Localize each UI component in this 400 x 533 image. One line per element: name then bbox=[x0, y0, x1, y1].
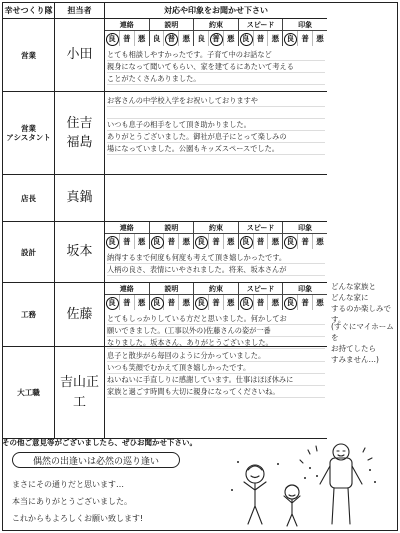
staff-name: 小田 bbox=[55, 19, 105, 91]
rating-option[interactable]: 普 bbox=[297, 295, 312, 310]
rating-category: 約束 bbox=[193, 222, 238, 233]
rating-option[interactable]: 良 bbox=[193, 295, 208, 310]
rating-grid bbox=[105, 222, 327, 250]
family-drawing bbox=[220, 440, 390, 528]
rating-category: 説明 bbox=[149, 222, 194, 233]
rating-option[interactable]: 悪 bbox=[134, 234, 149, 249]
rating-option[interactable]: 良 bbox=[238, 295, 253, 310]
rating-category: 連絡 bbox=[119, 285, 134, 293]
dept-cell: 店長 bbox=[3, 175, 55, 221]
rating-option[interactable]: 悪 bbox=[223, 234, 238, 249]
rating-option[interactable]: 良 bbox=[193, 31, 208, 46]
rating-option[interactable]: 普 bbox=[163, 31, 178, 46]
feedback-comment: 息子と散歩がら毎回のように分かっていました。 いつも笑顔でむかえて頂き嬉しかったです。 ねいねいに手直しりに感謝しています。仕事はほぼ休みに 家族と過ごす時間も大切に親身になってくださいね。 bbox=[107, 350, 325, 398]
rating-option[interactable]: 普 bbox=[297, 31, 312, 46]
table-row bbox=[3, 222, 327, 283]
table-row bbox=[3, 19, 327, 92]
feedback-comment: とてもしっかりしている方だと思いました。何かしてお 願いできました。(工事以外の)佐藤さんの姿が一番 なりました。坂本さん、ありがとうございました。 bbox=[107, 313, 325, 349]
rating-option[interactable]: 悪 bbox=[178, 234, 193, 249]
rating-category: 印象 bbox=[282, 19, 327, 30]
rating-option[interactable]: 良 bbox=[282, 234, 297, 249]
rating-category: 印象 bbox=[282, 222, 327, 233]
rating-option[interactable]: 悪 bbox=[223, 31, 238, 46]
dept-cell: 大工職 bbox=[3, 347, 55, 438]
rating-category: 説明 bbox=[149, 19, 194, 30]
rating-category: スピード bbox=[238, 19, 283, 30]
rating-option[interactable]: 悪 bbox=[134, 295, 149, 310]
rating-category: 約束 bbox=[193, 283, 238, 294]
rating-option[interactable]: 良 bbox=[238, 234, 253, 249]
rating-option[interactable]: 普 bbox=[208, 295, 223, 310]
rating-category: 連絡 bbox=[119, 21, 134, 29]
rating-option[interactable]: 良 bbox=[105, 234, 119, 249]
rating-option[interactable]: 悪 bbox=[178, 295, 193, 310]
rating-option[interactable]: 悪 bbox=[267, 295, 282, 310]
rating-category: スピード bbox=[238, 283, 283, 294]
header-feedback: 対応や印象をお聞かせ下さい bbox=[105, 3, 327, 19]
rating-option[interactable]: 普 bbox=[208, 31, 223, 46]
rating-option[interactable]: 普 bbox=[208, 234, 223, 249]
staff-name: 真鍋 bbox=[55, 175, 105, 221]
dept-cell: 設計 bbox=[3, 222, 55, 282]
footer-label: その他ご意見等がございましたら、ぜひお聞かせ下さい。 bbox=[2, 438, 197, 447]
rating-option[interactable]: 良 bbox=[149, 31, 164, 46]
side-note-construction: (すぐにマイホームを お持てしたら すみません…) bbox=[331, 322, 394, 364]
rating-option[interactable]: 悪 bbox=[178, 31, 193, 46]
feedback-comment: 納得するまで何度も何度も考えて頂き嬉しかったです。 人柄の良さ、表情にいやされました。将来、坂本さんが bbox=[107, 252, 325, 276]
rating-option[interactable]: 普 bbox=[119, 234, 134, 249]
dept-cell: 営業 アシスタント bbox=[3, 92, 55, 174]
rating-category: 連絡 bbox=[119, 224, 134, 232]
table-row bbox=[3, 283, 327, 347]
staff-name: 坂本 bbox=[55, 222, 105, 282]
rating-option[interactable]: 普 bbox=[297, 234, 312, 249]
rating-grid bbox=[105, 283, 327, 311]
rating-category: 説明 bbox=[149, 283, 194, 294]
rating-option[interactable]: 良 bbox=[282, 31, 297, 46]
rating-option[interactable]: 良 bbox=[105, 31, 119, 46]
motto-box: 偶然の出逢いは必然の巡り逢い bbox=[12, 452, 180, 468]
footer-message: まさにその通りだと思います… 本当にありがとうございました。 これからもよろしくお願い致します! bbox=[12, 480, 144, 523]
header-staff: 担当者 bbox=[55, 3, 105, 19]
rating-grid bbox=[105, 19, 327, 47]
header-team: 幸せつくり隊 bbox=[3, 3, 55, 19]
rating-option[interactable]: 良 bbox=[238, 31, 253, 46]
rating-option[interactable]: 普 bbox=[253, 295, 268, 310]
dept-cell: 工務 bbox=[3, 283, 55, 346]
rating-option[interactable]: 悪 bbox=[267, 234, 282, 249]
table-row bbox=[3, 92, 327, 175]
rating-option[interactable]: 普 bbox=[163, 295, 178, 310]
rating-option[interactable]: 良 bbox=[105, 295, 119, 310]
rating-option[interactable]: 普 bbox=[119, 295, 134, 310]
rating-option[interactable]: 悪 bbox=[267, 31, 282, 46]
rating-option[interactable]: 悪 bbox=[223, 295, 238, 310]
rating-option[interactable]: 普 bbox=[119, 31, 134, 46]
rating-option[interactable]: 普 bbox=[163, 234, 178, 249]
rating-option[interactable]: 普 bbox=[253, 234, 268, 249]
rating-option[interactable]: 普 bbox=[253, 31, 268, 46]
feedback-comment: とても相談しやすかったです。子育て中のお話など 親身になって聞いてもらい、家を建てるにあたいて考える ことがたくさんありました。 bbox=[107, 49, 325, 85]
feedback-comment: お客さんの中学校入学をお祝いしておりますや いつも息子の相手をして頂き助かりました。 ありがとうございました。御社が息子にとって楽しみの 場になっていました。公園もキッズスペースでした。 bbox=[107, 95, 325, 155]
rating-option[interactable]: 良 bbox=[149, 234, 164, 249]
rating-category: スピード bbox=[238, 222, 283, 233]
table-row bbox=[3, 175, 327, 222]
table-row bbox=[3, 347, 327, 439]
rating-option[interactable]: 良 bbox=[149, 295, 164, 310]
dept-cell: 営業 bbox=[3, 19, 55, 91]
staff-name: 住吉 福島 bbox=[55, 92, 105, 174]
rating-option[interactable]: 悪 bbox=[312, 295, 327, 310]
staff-name: 吉山正工 bbox=[55, 347, 105, 438]
rating-option[interactable]: 良 bbox=[193, 234, 208, 249]
rating-category: 印象 bbox=[282, 283, 327, 294]
side-note-design: どんな家族と どんな家に するのか楽しみです。 bbox=[331, 282, 391, 324]
rating-option[interactable]: 悪 bbox=[312, 234, 327, 249]
rating-option[interactable]: 良 bbox=[282, 295, 297, 310]
rating-option[interactable]: 悪 bbox=[312, 31, 327, 46]
rating-category: 約束 bbox=[193, 19, 238, 30]
rating-option[interactable]: 悪 bbox=[134, 31, 149, 46]
staff-name: 佐藤 bbox=[55, 283, 105, 346]
